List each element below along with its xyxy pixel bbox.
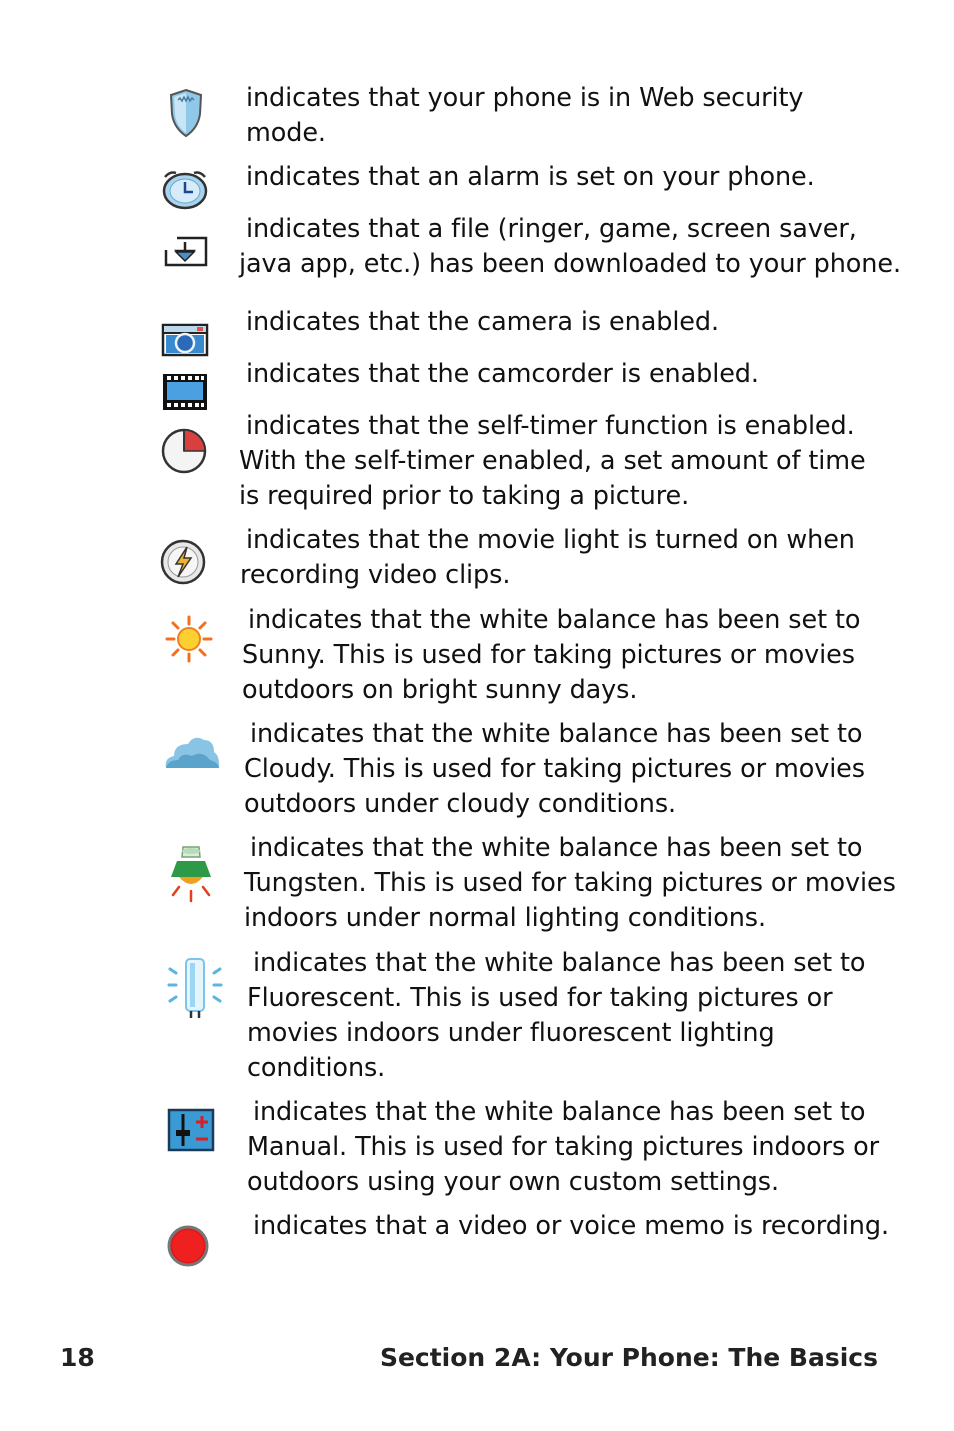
download-icon: [163, 232, 209, 268]
entry-text: indicates that the white balance has been set to Manual. This is used for taking pictures indoors or outdoors using your own custom settings.: [247, 1097, 880, 1197]
cloudy-icon: [162, 730, 222, 772]
entry-text: indicates that a file (ringer, game, screen saver, java app, etc.) has been downloaded to your phone.: [239, 214, 901, 279]
section-title: Section 2A: Your Phone: The Basics: [379, 1343, 878, 1372]
movie-light-icon: [158, 537, 208, 587]
entry-text: indicates that a video or voice memo is recording.: [253, 1211, 889, 1241]
entry-text: indicates that the white balance has been set to Fluorescent. This is used for taking pictures or movies indoors under fluorescent lighting conditions.: [247, 948, 866, 1083]
tungsten-icon: [165, 843, 217, 905]
entry-text: indicates that the camcorder is enabled.: [246, 359, 759, 389]
entry-text: indicates that the self-timer function is enabled. With the self-timer enabled, a set amount of time is required prior to taking a picture.: [239, 411, 866, 511]
fluorescent-icon: [166, 955, 224, 1021]
camcorder-icon: [161, 372, 209, 412]
web-security-shield-icon: [168, 88, 204, 138]
entry-text: indicates that the movie light is turned on when recording video clips.: [240, 525, 855, 590]
entry-text: indicates that the white balance has been set to Cloudy. This is used for taking pictures or movies outdoors under cloudy conditions.: [244, 719, 865, 819]
entry-text: indicates that the camera is enabled.: [246, 307, 719, 337]
alarm-clock-icon: [160, 168, 210, 212]
manual-white-balance-icon: [167, 1108, 215, 1152]
entry-text: indicates that the white balance has been set to Sunny. This is used for taking pictures or movies outdoors on bright sunny days.: [242, 605, 861, 705]
page-number: 18: [60, 1343, 95, 1372]
recording-icon: [166, 1224, 210, 1268]
entry-text: indicates that your phone is in Web security mode.: [246, 83, 804, 148]
entry-text: indicates that an alarm is set on your phone.: [246, 162, 815, 192]
entry-text: indicates that the white balance has been set to Tungsten. This is used for taking pictures or movies indoors under normal lighting conditions.: [244, 833, 896, 933]
camera-icon: [161, 321, 209, 357]
sunny-icon: [164, 614, 214, 664]
self-timer-icon: [159, 426, 209, 476]
